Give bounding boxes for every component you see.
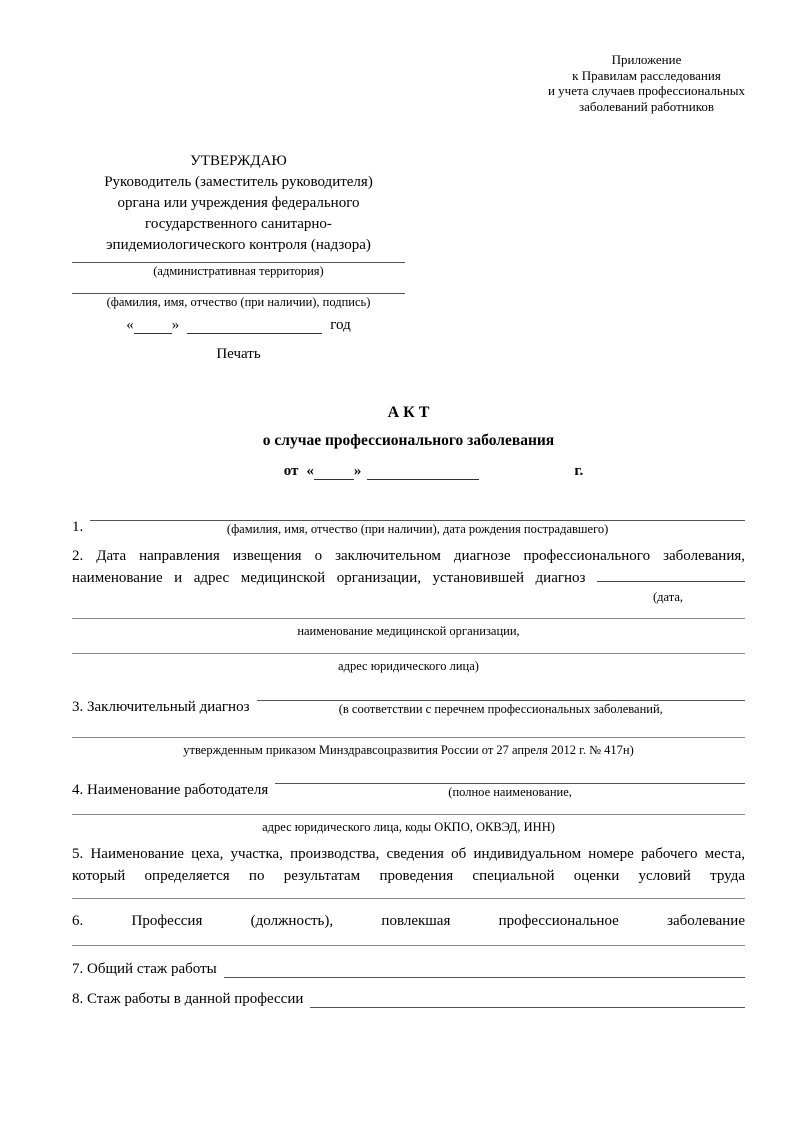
item-4-caption-bottom: адрес юридического лица, коды ОКПО, ОКВЭД, ИНН) [262, 820, 555, 834]
signature-caption: (фамилия, имя, отчество (при наличии), подпись) [106, 295, 371, 309]
act-date-row [72, 462, 745, 480]
act-subtitle: о случае профессионального заболевания [262, 432, 555, 449]
close-quote: » [353, 463, 362, 479]
month-blank [187, 319, 322, 334]
approval-line: Руководитель (заместитель руководителя) [104, 174, 373, 190]
day-blank [134, 319, 172, 334]
appendix-line: к Правилам расследования [572, 67, 721, 83]
item-2-addr-caption: адрес юридического лица) [338, 659, 479, 673]
approval-line: органа или учреждения федерального [117, 195, 360, 211]
open-quote: « [126, 317, 134, 333]
date-prefix: от [283, 463, 299, 479]
item-1-caption: (фамилия, имя, отчество (при наличии), дата рождения пострадавшего) [226, 522, 609, 536]
item-3 [72, 684, 745, 716]
item-4-caption-top: (полное наименование, [448, 785, 572, 799]
appendix-line: и учета случаев профессиональных [547, 83, 745, 98]
item-2-blank-line [597, 570, 745, 582]
appendix-note [548, 52, 745, 114]
item-2-date-caption: (дата, [652, 590, 683, 604]
item-1-blank-line [90, 504, 745, 521]
approval-heading: УТВЕРЖДАЮ [190, 153, 287, 169]
item-2-addr-blank-line [72, 653, 745, 654]
appendix-line: Приложение [611, 52, 682, 67]
item-8-label: 8. Стаж работы в данной профессии [72, 990, 304, 1007]
item-3-caption-top: (в соответствии с перечнем профессиональных заболеваний, [338, 702, 663, 716]
year-label: год [330, 317, 351, 333]
item-5-blank-line [72, 898, 745, 899]
approval-block [72, 151, 405, 365]
approval-line: государственного санитарно- [145, 216, 332, 232]
appendix-line: заболеваний работников [578, 98, 715, 114]
item-6-blank-line [72, 945, 745, 946]
month-blank [367, 465, 479, 480]
item-5-text: 5. Наименование цеха, участка, производства, сведения об индивидуальном номере рабочего места, который определяется по результатам проведения специальной оценки условий труда [72, 846, 745, 884]
item-8-blank-line [310, 991, 745, 1008]
act-title: А К Т [387, 404, 430, 421]
approval-line: эпидемиологического контроля (надзора) [106, 237, 371, 253]
item-4-blank-line [275, 767, 745, 784]
item-2-org-caption: наименование медицинской организации, [297, 624, 520, 638]
item-3-blank-line-2 [72, 737, 745, 738]
item-1 [72, 504, 745, 536]
year-abbrev: г. [574, 463, 584, 479]
item-3-blank-line [257, 684, 746, 701]
territory-blank-line [72, 256, 405, 263]
numbered-items [72, 504, 745, 1008]
approval-date-row [72, 315, 405, 334]
day-blank [314, 465, 354, 480]
item-4 [72, 767, 745, 799]
item-2-text: 2. Дата направления извещения о заключительном диагнозе профессионального заболевания, наименование и адрес медицинской организации, установившей диагноз [72, 548, 745, 586]
item-7-label: 7. Общий стаж работы [72, 960, 217, 977]
item-3-caption-bottom: утвержденным приказом Минздравсоцразвития России от 27 апреля 2012 г. № 417н) [183, 743, 634, 757]
open-quote: « [306, 463, 314, 479]
item-6-text: 6. Профессия (должность), повлекшая профессиональное заболевание [72, 913, 745, 929]
item-7-blank-line [224, 961, 745, 978]
item-4-label: 4. Наименование работодателя [72, 782, 269, 798]
item-8 [72, 990, 745, 1008]
territory-caption: (административная территория) [153, 264, 324, 278]
item-7 [72, 960, 745, 978]
signature-blank-line [72, 287, 405, 294]
item-1-number: 1. [72, 519, 84, 535]
seal-label: Печать [216, 346, 261, 362]
item-3-label: 3. Заключительный диагноз [72, 699, 250, 715]
close-quote: » [171, 317, 180, 333]
item-2-org-blank-line [72, 618, 745, 619]
document-title-block [72, 405, 745, 480]
item-4-blank-line-2 [72, 814, 745, 815]
